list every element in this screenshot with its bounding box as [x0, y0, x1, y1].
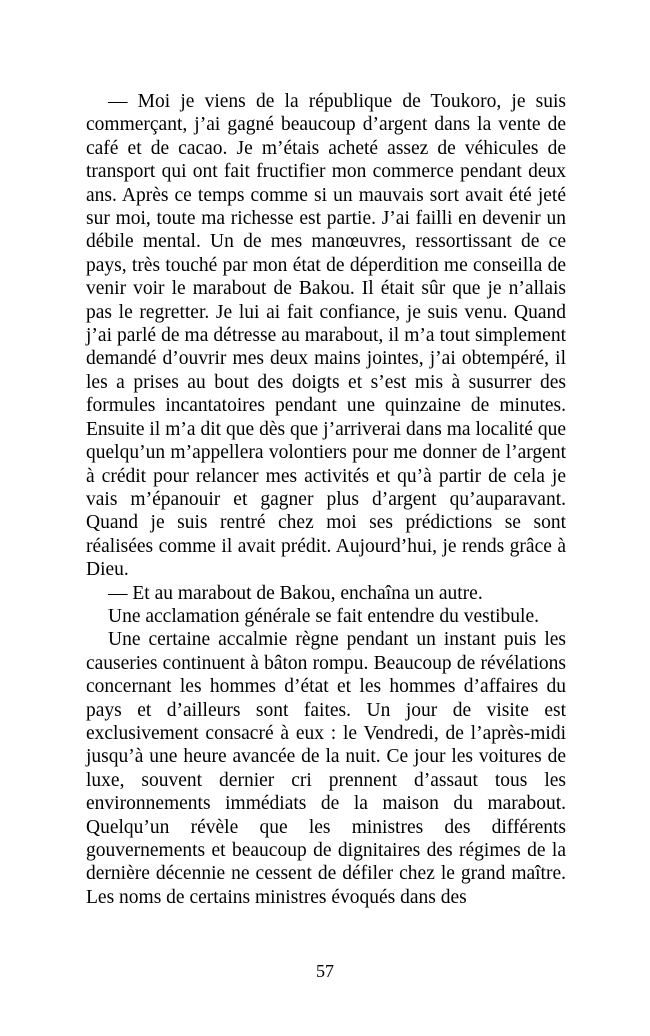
- paragraph-acclamation: Une acclamation générale se fait entendre du vestibule.: [108, 605, 539, 627]
- paragraph-causeries: Une certaine accalmie règne pendant un instant puis les causeries continuent à bâton rompu. Beaucoup de révélations concernant les hommes d’état et les hommes d’affaires du pays et d’ailleurs sont faites. Un jour de visite est exclusivement consacré à eux : le Vendredi, de l’après-midi jusqu’à une heure avancée de la nuit. Ce jour les voitures de luxe, souvent dernier cri prennent d’assaut tous les environnements immédiats de la maison du marabout. Quelqu’un révèle que les ministres des différents gouvernements et beaucoup de dignitaires des régimes de la dernière décennie ne cessent de défiler chez le grand maître. Les noms de certains ministres évoqués dans des: [86, 629, 566, 908]
- page-body: [86, 90, 566, 909]
- page-number: 57: [316, 961, 334, 981]
- paragraph-another-speaker: — Et au marabout de Bakou, enchaîna un autre.: [108, 582, 483, 604]
- paragraph-merchant-testimony: — Moi je viens de la république de Toukoro, je suis commerçant, j’ai gagné beaucoup d’argent dans la vente de café et de cacao. Je m’étais acheté assez de véhicules de transport qui ont fait fructifier mon commerce pendant deux ans. Après ce temps comme si un mauvais sort avait été jeté sur moi, toute ma richesse est partie. J’ai failli en devenir un débile mental. Un de mes manœuvres, ressortissant de ce pays, très touché par mon état de déperdition me conseilla de venir voir le marabout de Bakou. Il était sûr que je n’allais pas le regretter. Je lui ai fait confiance, je suis venu. Quand j’ai parlé de ma détresse au marabout, il m’a tout simplement demandé d’ouvrir mes deux mains jointes, j’ai obtempéré, il les a prises au bout des doigts et s’est mis à susurrer des formules incantatoires pendant une quinzaine de minutes. Ensuite il m’a dit que dès que j’arriverai dans ma localité que quelqu’un m’appellera volontiers pour me donner de l’argent à crédit pour relancer mes activités et qu’à partir de cela je vais m’épanouir et gagner plus d’argent qu’auparavant. Quand je suis rentré chez moi ses prédictions se sont réalisées comme il avait prédit. Aujourd’hui, je rends grâce à Dieu.: [86, 91, 566, 581]
